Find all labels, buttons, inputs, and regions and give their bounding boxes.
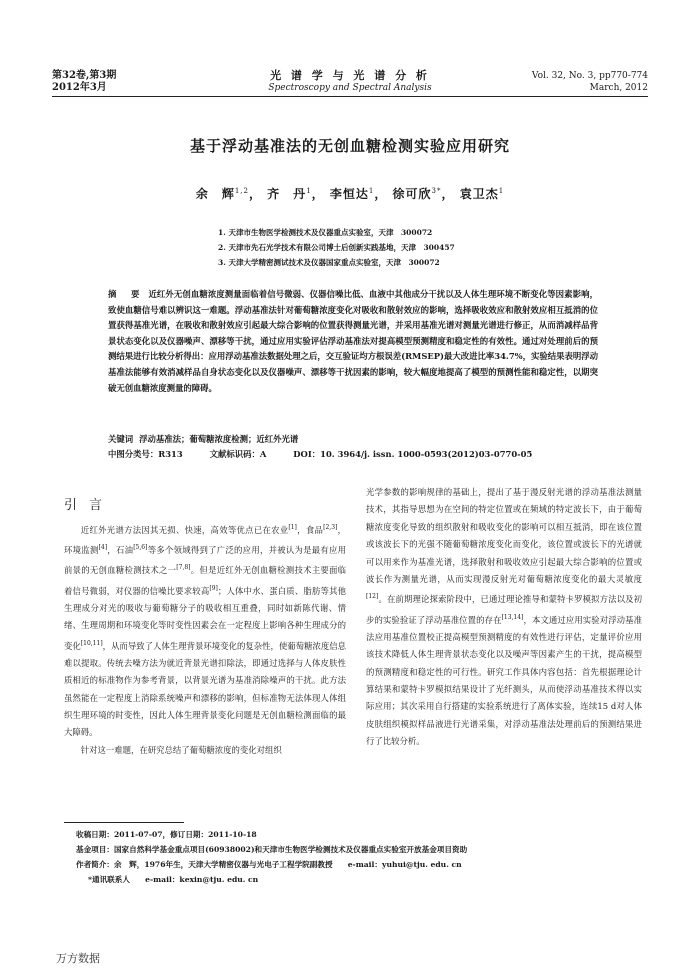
author-4: 徐可欣$^{3*}$ xyxy=(392,187,442,201)
citation: [2,3] xyxy=(323,524,338,531)
issue-date-en: March, 2012 xyxy=(589,83,648,93)
running-header-journal xyxy=(200,70,500,94)
citation: [10,11] xyxy=(80,639,103,647)
running-header-right xyxy=(532,70,648,94)
citation: [9] xyxy=(209,584,218,592)
fund-note: 基金项目：国家自然科学基金重点项目(60938002)和天津市生物医学检测技术及仪器重点实验室开放基金项目资助 xyxy=(76,845,468,854)
citation: [5,6] xyxy=(133,544,148,552)
affiliation-2: 2. 天津市先石光学技术有限公司博士后创新实践基地，天津 300457 xyxy=(218,243,455,252)
classification-line xyxy=(108,447,608,462)
keywords-block xyxy=(108,432,608,462)
corresponding-author: *通讯联系人 e-mail：kexin@tju. edu. cn xyxy=(88,875,259,884)
citation: [1] xyxy=(288,524,297,531)
abstract-label: 摘 要 xyxy=(108,289,143,299)
intro-paragraph-3: 光学参数的影响规律的基础上，提出了基于漫反射光谱的浮动基准法测量技术，其指导思想为在空间的特定位置或在频域的特定波长下，由于葡萄糖浓度变化导致的组织散射和吸收变化的影响可以相互抵消，即在该位置或该波长下的光强不随葡萄糖浓度变化而变化，该位置或波长下的光谱就可以用来作为基准光谱，选择散射和吸收效应引起最大综合影响的位置或波长作为测量光谱，从而实现漫反射光对葡萄糖浓度变化的最大灵敏度[12]。在前期理论探索阶段中，已通过理论推导和蒙特卡罗模拟方法以及初步的实验验证了浮动基准位置的存在[13,14]，本文通过应用实验对浮动基准法应用基准位置校正提高模型预测精度的有效性进行评估，定量评价应用该技术降低人体生理背景状态变化以及噪声等因素产生的干扰，提高模型的预测精度和稳定性的可行性。研究工作具体内容包括：首先根据理论计算结果和蒙特卡罗模拟结果设计了光纤测头，从而使浮动基准技术得以实际应用；其次采用自行搭建的实验系统进行了离体实验，连续15 d对人体皮肤组织模拟样品液进行光谱采集，对浮动基准法处理前后的预测结果进行了比较分析。 xyxy=(366,487,643,747)
received-date: 收稿日期：2011-07-07，修订日期：2011-10-18 xyxy=(76,830,257,839)
author-5: 袁卫杰$^1$ xyxy=(459,187,505,201)
author-list: 余 辉$^{1,2}$， 齐 丹$^1$， 李恒达$^1$， 徐可欣$^{3*}$， 袁卫杰$^1$ xyxy=(195,187,505,201)
clc-label: 中图分类号： xyxy=(108,449,159,459)
journal-name-cn: 光 谱 学 与 光 谱 分 析 xyxy=(270,69,430,82)
keywords-text: 浮动基准法；葡萄糖浓度检测；近红外光谱 xyxy=(139,434,299,444)
paper-title: 基于浮动基准法的无创血糖检测实验应用研究 xyxy=(189,137,510,155)
affiliation-1: 1. 天津市生物医学检测技术及仪器重点实验室，天津 300072 xyxy=(218,228,433,237)
footnotes xyxy=(76,827,636,887)
section-heading-intro: 引言 xyxy=(64,498,115,513)
doc-code-value: A xyxy=(259,449,267,459)
intro-paragraph-1: 近红外光谱方法因其无损、快速，高效等优点已在农业[1]，食品[2,3]，环境监测[4]，石油[5,6]等多个领域得到了广泛的应用，并被认为是最有应用前景的无创血糖检测技术之一[7,8]。但是近红外无创血糖检测技术主要面临着信号微弱，对仪器的信噪比要求较高[9]；人体中水、蛋白质、脂肪等其他生理成分对光的吸收与葡萄糖分子的吸收相互重叠，同时如新陈代谢、情绪、生理周期和环境变化等时变性因素会在一定程度上影响各种生理成分的变化[10,11]，从而导致了人体生理背景环境变化的复杂性，使葡萄糖浓度信息难以提取。传统去噪方法为就近背景光谱扣除法，即通过选择与人体皮肤性质相近的标准物作为参考背景，以背景光谱为基准消除噪声的干扰。此方法虽然能在一定程度上消除系统噪声和漂移的影响，但标准物无法体现人体组织生理环境的时变性，因此人体生理背景变化问题是无创血糖检测面临的最大障碍。 xyxy=(64,524,347,738)
author-1: 余 辉$^{1,2}$ xyxy=(195,187,249,201)
affiliations xyxy=(218,225,455,270)
affiliation-3: 3. 天津大学精密测试技术及仪器国家重点实验室，天津 300072 xyxy=(218,258,440,267)
author-2: 齐 丹$^1$ xyxy=(267,187,312,201)
citation: [12] xyxy=(366,593,379,601)
clc-value: R313 xyxy=(158,449,183,459)
volume-issue: 第32卷,第3期 xyxy=(52,70,117,81)
body-column-left xyxy=(64,519,346,759)
running-header-left xyxy=(52,70,116,94)
issue-date: 2012年3月 xyxy=(52,82,107,93)
header-rule xyxy=(52,96,648,97)
citation: [4] xyxy=(98,544,108,552)
keywords-line xyxy=(108,432,608,447)
volume-pages: Vol. 32, No. 3, pp770-774 xyxy=(531,71,648,81)
watermark-text: 万方数据 xyxy=(56,952,100,965)
doi-value: 10. 3964/j. issn. 1000-0593(2012)03-0770-05 xyxy=(320,449,533,459)
citation: [7,8] xyxy=(176,564,191,572)
abstract xyxy=(108,287,598,396)
abstract-text: 近红外无创血糖浓度测量面临着信号微弱、仪器信噪比低、血液中其他成分干扰以及人体生理环境不断变化等因素影响，致使血糖信号难以辨识这一难题。浮动基准法针对葡萄糖浓度变化对吸收和散射效应的影响，选择吸收效应和散射效应相互抵消的位置获得基准光谱，在吸收和散射效应引起最大综合影响的位置获得测量光谱，并采用基准光谱对测量光谱进行修正，从而消减样品背景状态变化以及仪器噪声、漂移等干扰，通过应用实验评估浮动基准法对提高模型预测精度和稳定性的有效性。通过对处理前后的预测结果进行比较分析得出：应用浮动基准法数据处理之后，交互验证均方根误差(RMSEP)最大改进比率34.7%，实验结果表明浮动基准法能够有效消减样品自身状态变化以及仪器噪声、漂移等干扰因素的影响，较大幅度地提高了模型的预测性能和稳定性，以期突破无创血糖浓度测量的障碍。 xyxy=(108,289,598,393)
footnote-rule xyxy=(64,822,184,823)
body-column-right xyxy=(366,484,642,751)
author-bio: 作者简介：余 辉，1976年生，天津大学精密仪器与光电子工程学院副教授 e-mail：yuhui@tju. edu. cn xyxy=(76,860,462,869)
keywords-label: 关键词 xyxy=(108,434,134,444)
journal-name-en: Spectroscopy and Spectral Analysis xyxy=(268,83,432,93)
citation: [13,14] xyxy=(501,613,524,621)
intro-paragraph-2: 针对这一难题，在研究总结了葡萄糖浓度的变化对组织 xyxy=(80,744,282,755)
author-3: 李恒达$^1$ xyxy=(329,187,375,201)
doi-label: DOI： xyxy=(293,449,321,459)
doc-code-label: 文献标识码： xyxy=(209,449,260,459)
